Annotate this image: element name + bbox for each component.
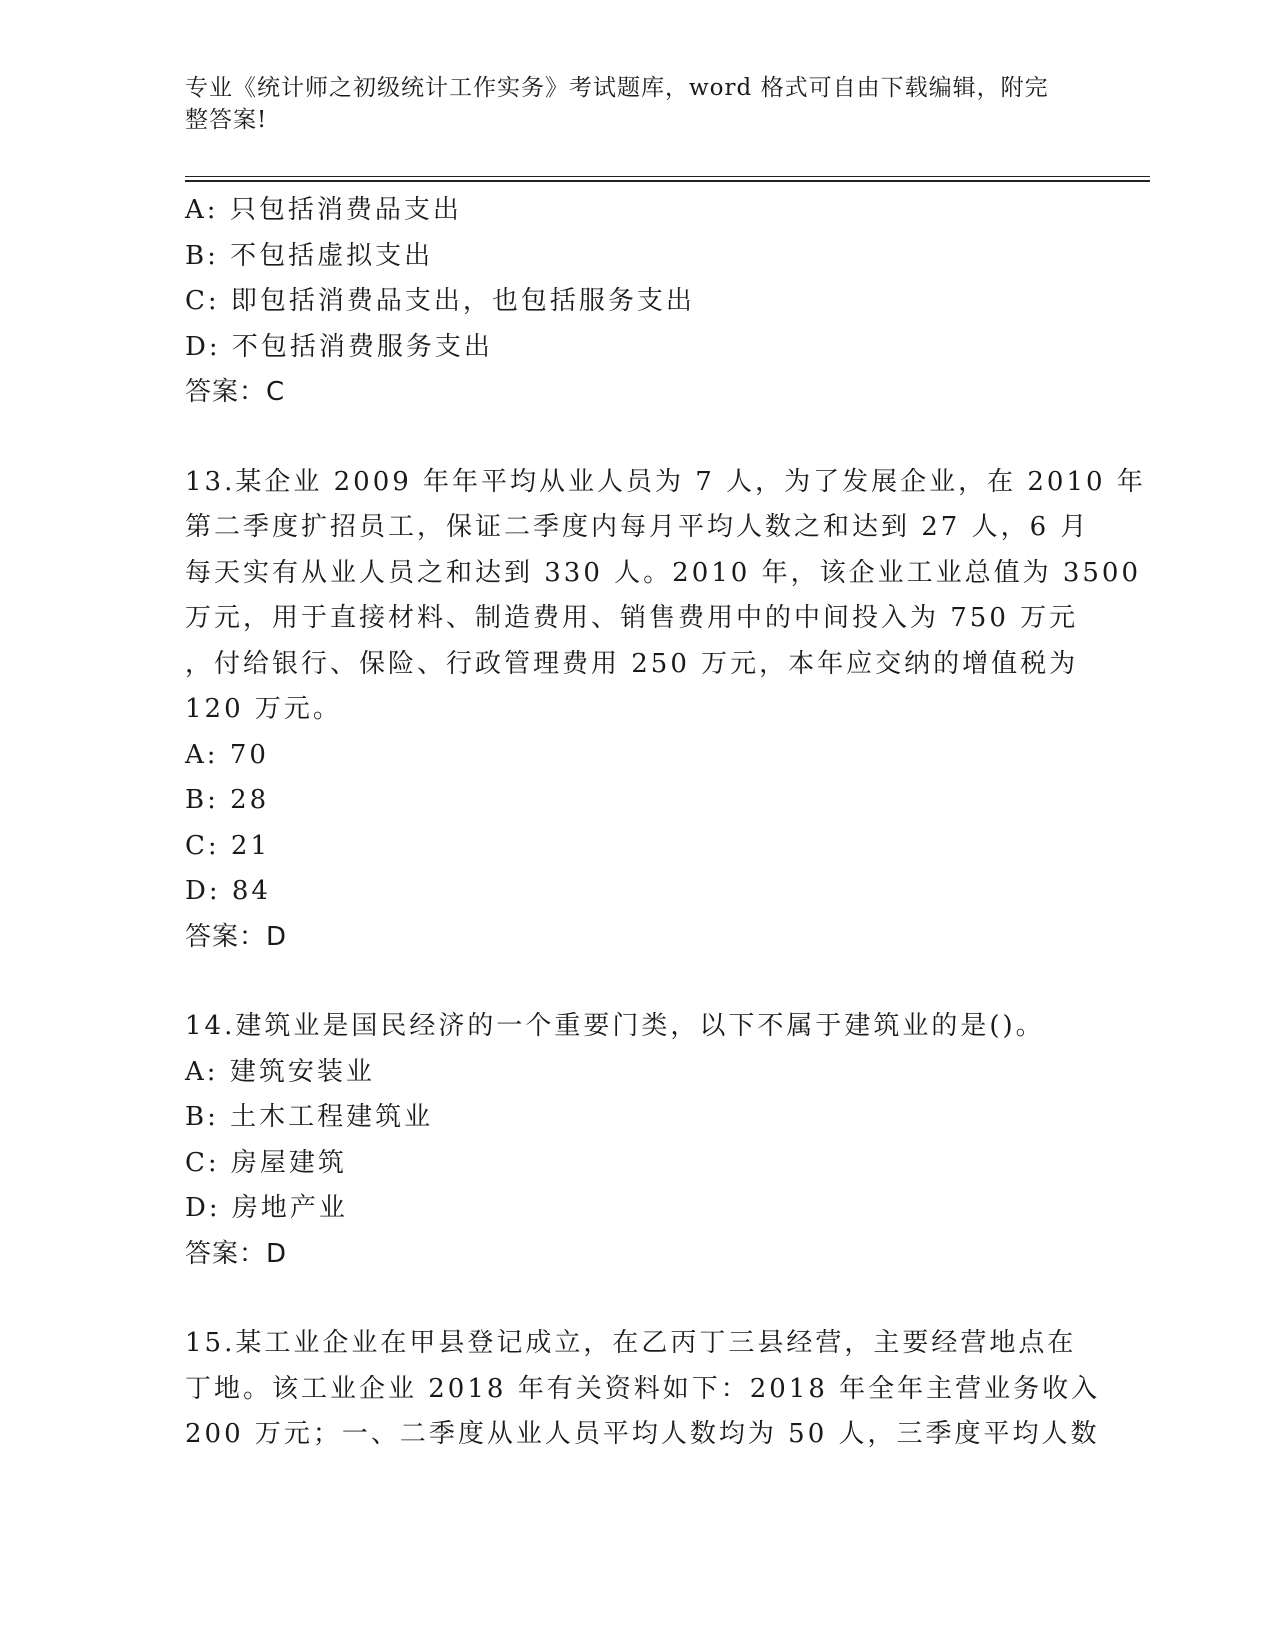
- answer: 答案：D: [185, 921, 288, 952]
- option-a: A: 70: [185, 739, 269, 770]
- option-b: B: 土木工程建筑业: [185, 1102, 434, 1132]
- question-stem-line: 200 万元；一、二季度从业人员平均人数均为 50 人，三季度平均人数: [185, 1419, 1100, 1449]
- answer: 答案：D: [185, 1238, 288, 1269]
- document-header: 专业《统计师之初级统计工作实务》考试题库，word 格式可自由下载编辑，附完整答案!: [185, 75, 1049, 133]
- header-rule-thin: [185, 176, 1150, 177]
- option-a: A: 只包括消费品支出: [185, 195, 462, 225]
- question-stem-line: 120 万元。: [185, 694, 342, 724]
- header-rule-thick: [185, 180, 1150, 182]
- question-stem-line: 丁地。该工业企业 2018 年有关资料如下：2018 年全年主营业务收入: [185, 1373, 1101, 1404]
- option-b: B: 不包括虚拟支出: [185, 240, 434, 271]
- option-a: A: 建筑安装业: [185, 1056, 375, 1087]
- option-d: D: 房地产业: [185, 1193, 348, 1223]
- option-c: C: 即包括消费品支出，也包括服务支出: [185, 286, 695, 316]
- question-12: [185, 188, 1075, 416]
- question-stem-line: ，付给银行、保险、行政管理费用 250 万元，本年应交纳的增值税为: [185, 648, 1079, 679]
- spacer: [185, 960, 1075, 1004]
- option-c: C: 21: [185, 830, 271, 861]
- question-stem-line: 每天实有从业人员之和达到 330 人。2010 年，该企业工业总值为 3500: [185, 557, 1142, 588]
- spacer: [185, 1277, 1075, 1321]
- spacer: [185, 416, 1075, 460]
- question-13: [185, 460, 1146, 961]
- question-stem-line: 14.建筑业是国民经济的一个重要门类，以下不属于建筑业的是()。: [185, 1011, 1045, 1041]
- question-stem-line: 万元，用于直接材料、制造费用、销售费用中的中间投入为 750 万元: [185, 603, 1079, 633]
- question-stem-line: 第二季度扩招员工，保证二季度内每月平均人数之和达到 27 人，6 月: [185, 512, 1090, 542]
- question-stem-line: 13.某企业 2009 年年平均从业人员为 7 人，为了发展企业，在 2010 年: [185, 466, 1146, 497]
- option-b: B: 28: [185, 785, 270, 815]
- option-c: C: 房屋建筑: [185, 1147, 347, 1178]
- option-d: D: 不包括消费服务支出: [185, 331, 493, 362]
- document-body: [185, 188, 1146, 1458]
- option-d: D: 84: [185, 876, 271, 906]
- question-14: [185, 1004, 1075, 1277]
- question-15: [185, 1321, 1101, 1458]
- question-stem-line: 15.某工业企业在甲县登记成立，在乙丙丁三县经营，主要经营地点在: [185, 1328, 1077, 1358]
- answer: 答案：C: [185, 377, 286, 407]
